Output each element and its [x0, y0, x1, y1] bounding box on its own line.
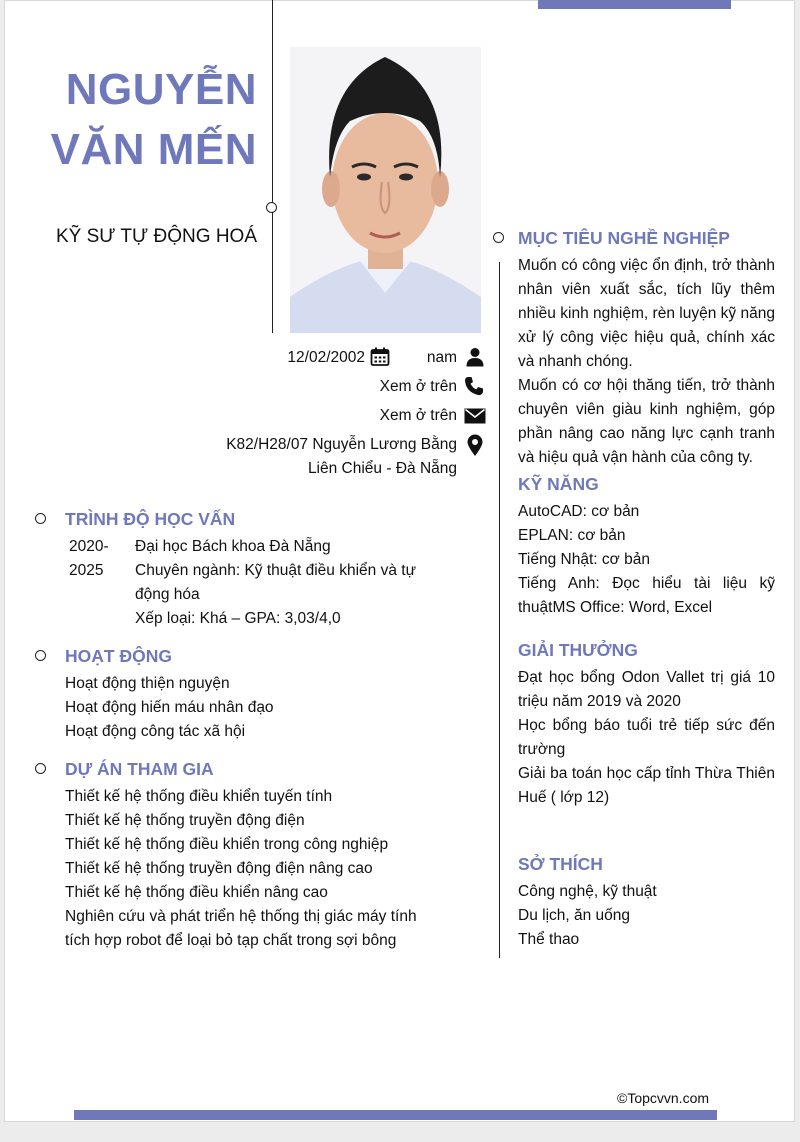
timeline-dot-title [266, 202, 277, 213]
education-school: Đại học Bách khoa Đà Nẵng [135, 538, 331, 555]
activities-heading: HOẠT ĐỘNG [65, 646, 172, 666]
projects-dot [35, 763, 46, 774]
objective-dot [493, 232, 504, 243]
address-line-2: Liên Chiểu - Đà Nẵng [307, 460, 457, 477]
list-item: Hoạt động hiến máu nhân đạo [65, 699, 274, 716]
education-year-end: 2025 [69, 562, 104, 579]
skills-list [518, 500, 775, 620]
list-item: Thiết kế hệ thống điều khiển nâng cao [65, 884, 328, 901]
education-details [135, 535, 435, 631]
list-item: Công nghệ, kỹ thuật [518, 883, 657, 900]
birthdate-text: 12/02/2002 [287, 349, 365, 366]
list-item: EPLAN: cơ bản [518, 527, 626, 544]
person-icon [465, 347, 485, 367]
phone-icon [464, 376, 484, 396]
list-item: Thiết kế hệ thống truyền động điện [65, 812, 305, 829]
list-item: Hoạt động thiện nguyện [65, 675, 230, 692]
education-major-1: Chuyên ngành: Kỹ thuật điều khiển và tự [135, 562, 416, 579]
copyright-text: ©Topcvvn.com [617, 1090, 710, 1106]
list-item: Thiết kế hệ thống điều khiển trong công nghiệp [65, 836, 389, 853]
mail-icon [464, 408, 486, 424]
job-title: KỸ SƯ TỰ ĐỘNG HOÁ [55, 226, 257, 247]
objective-paragraph-1: Muốn có công việc ổn định, trở thành nhân viên xuất sắc, tích lũy thêm nhiều kinh nghiệm, rèn luyện kỹ năng xử lý công việc hiệu quả, chính xác và nhanh chóng. [518, 257, 775, 370]
awards-list [518, 666, 775, 810]
hobbies-list [518, 880, 657, 952]
address-line-1: K82/H28/07 Nguyễn Lương Bằng [226, 436, 457, 453]
activities-list [65, 672, 274, 744]
skills-heading: KỸ NĂNG [518, 474, 599, 494]
name-line-2: VĂN MẾN [50, 125, 257, 174]
projects-heading: DỰ ÁN THAM GIA [65, 759, 214, 779]
gender-text: nam [426, 349, 457, 366]
hobbies-heading: SỞ THÍCH [518, 854, 603, 874]
list-item: tích hợp robot để loại bỏ tạp chất trong sợi bông [65, 932, 397, 949]
top-accent-bar [538, 0, 731, 9]
timeline-line-right [499, 262, 500, 958]
candidate-name [51, 60, 257, 180]
bottom-accent-bar [74, 1110, 717, 1120]
list-item: Tiếng Anh: Đọc hiểu tài liệu kỹ thuậtMS Office: Word, Excel [518, 575, 775, 616]
list-item: AutoCAD: cơ bản [518, 503, 640, 520]
list-item: Học bổng báo tuổi trẻ tiếp sức đến trường [518, 717, 775, 758]
education-dot [35, 513, 46, 524]
projects-list [65, 785, 417, 953]
calendar-icon [370, 347, 390, 367]
list-item: Tiếng Nhật: cơ bản [518, 551, 650, 568]
list-item: Giải ba toán học cấp tỉnh Thừa Thiên Huế ( lớp 12) [518, 765, 775, 806]
objective-paragraph-2: Muốn có cơ hội thăng tiến, trở thành chuyên viên giàu kinh nghiệm, góp phần nâng cao năng lực cạnh tranh và hiệu quả vận hành của công ty. [518, 377, 775, 466]
list-item: Đạt học bổng Odon Vallet trị giá 10 triệu năm 2019 và 2020 [518, 669, 775, 710]
list-item: Hoạt động công tác xã hội [65, 723, 246, 740]
list-item: Thiết kế hệ thống điều khiển tuyến tính [65, 788, 333, 805]
education-years [69, 535, 109, 583]
education-grade: Xếp loại: Khá – GPA: 3,03/4,0 [135, 610, 341, 627]
phone-text: Xem ở trên [379, 378, 457, 395]
list-item: Thể thao [518, 931, 580, 948]
timeline-line-top [272, 0, 273, 333]
list-item: Du lịch, ăn uống [518, 907, 631, 924]
education-heading: TRÌNH ĐỘ HỌC VẤN [65, 509, 236, 529]
education-major-2: động hóa [135, 586, 200, 603]
objective-heading: MỤC TIÊU NGHỀ NGHIỆP [518, 228, 730, 248]
awards-heading: GIẢI THƯỞNG [518, 640, 638, 660]
list-item: Nghiên cứu và phát triển hệ thống thị giác máy tính [65, 908, 417, 925]
portrait-photo [290, 47, 481, 333]
name-line-1: NGUYỄN [65, 65, 257, 114]
location-icon [467, 434, 483, 457]
activities-dot [35, 650, 46, 661]
list-item: Thiết kế hệ thống truyền động điện nâng cao [65, 860, 373, 877]
email-text: Xem ở trên [379, 407, 457, 424]
education-year-start: 2020- [69, 538, 109, 555]
objective-text [518, 254, 775, 470]
